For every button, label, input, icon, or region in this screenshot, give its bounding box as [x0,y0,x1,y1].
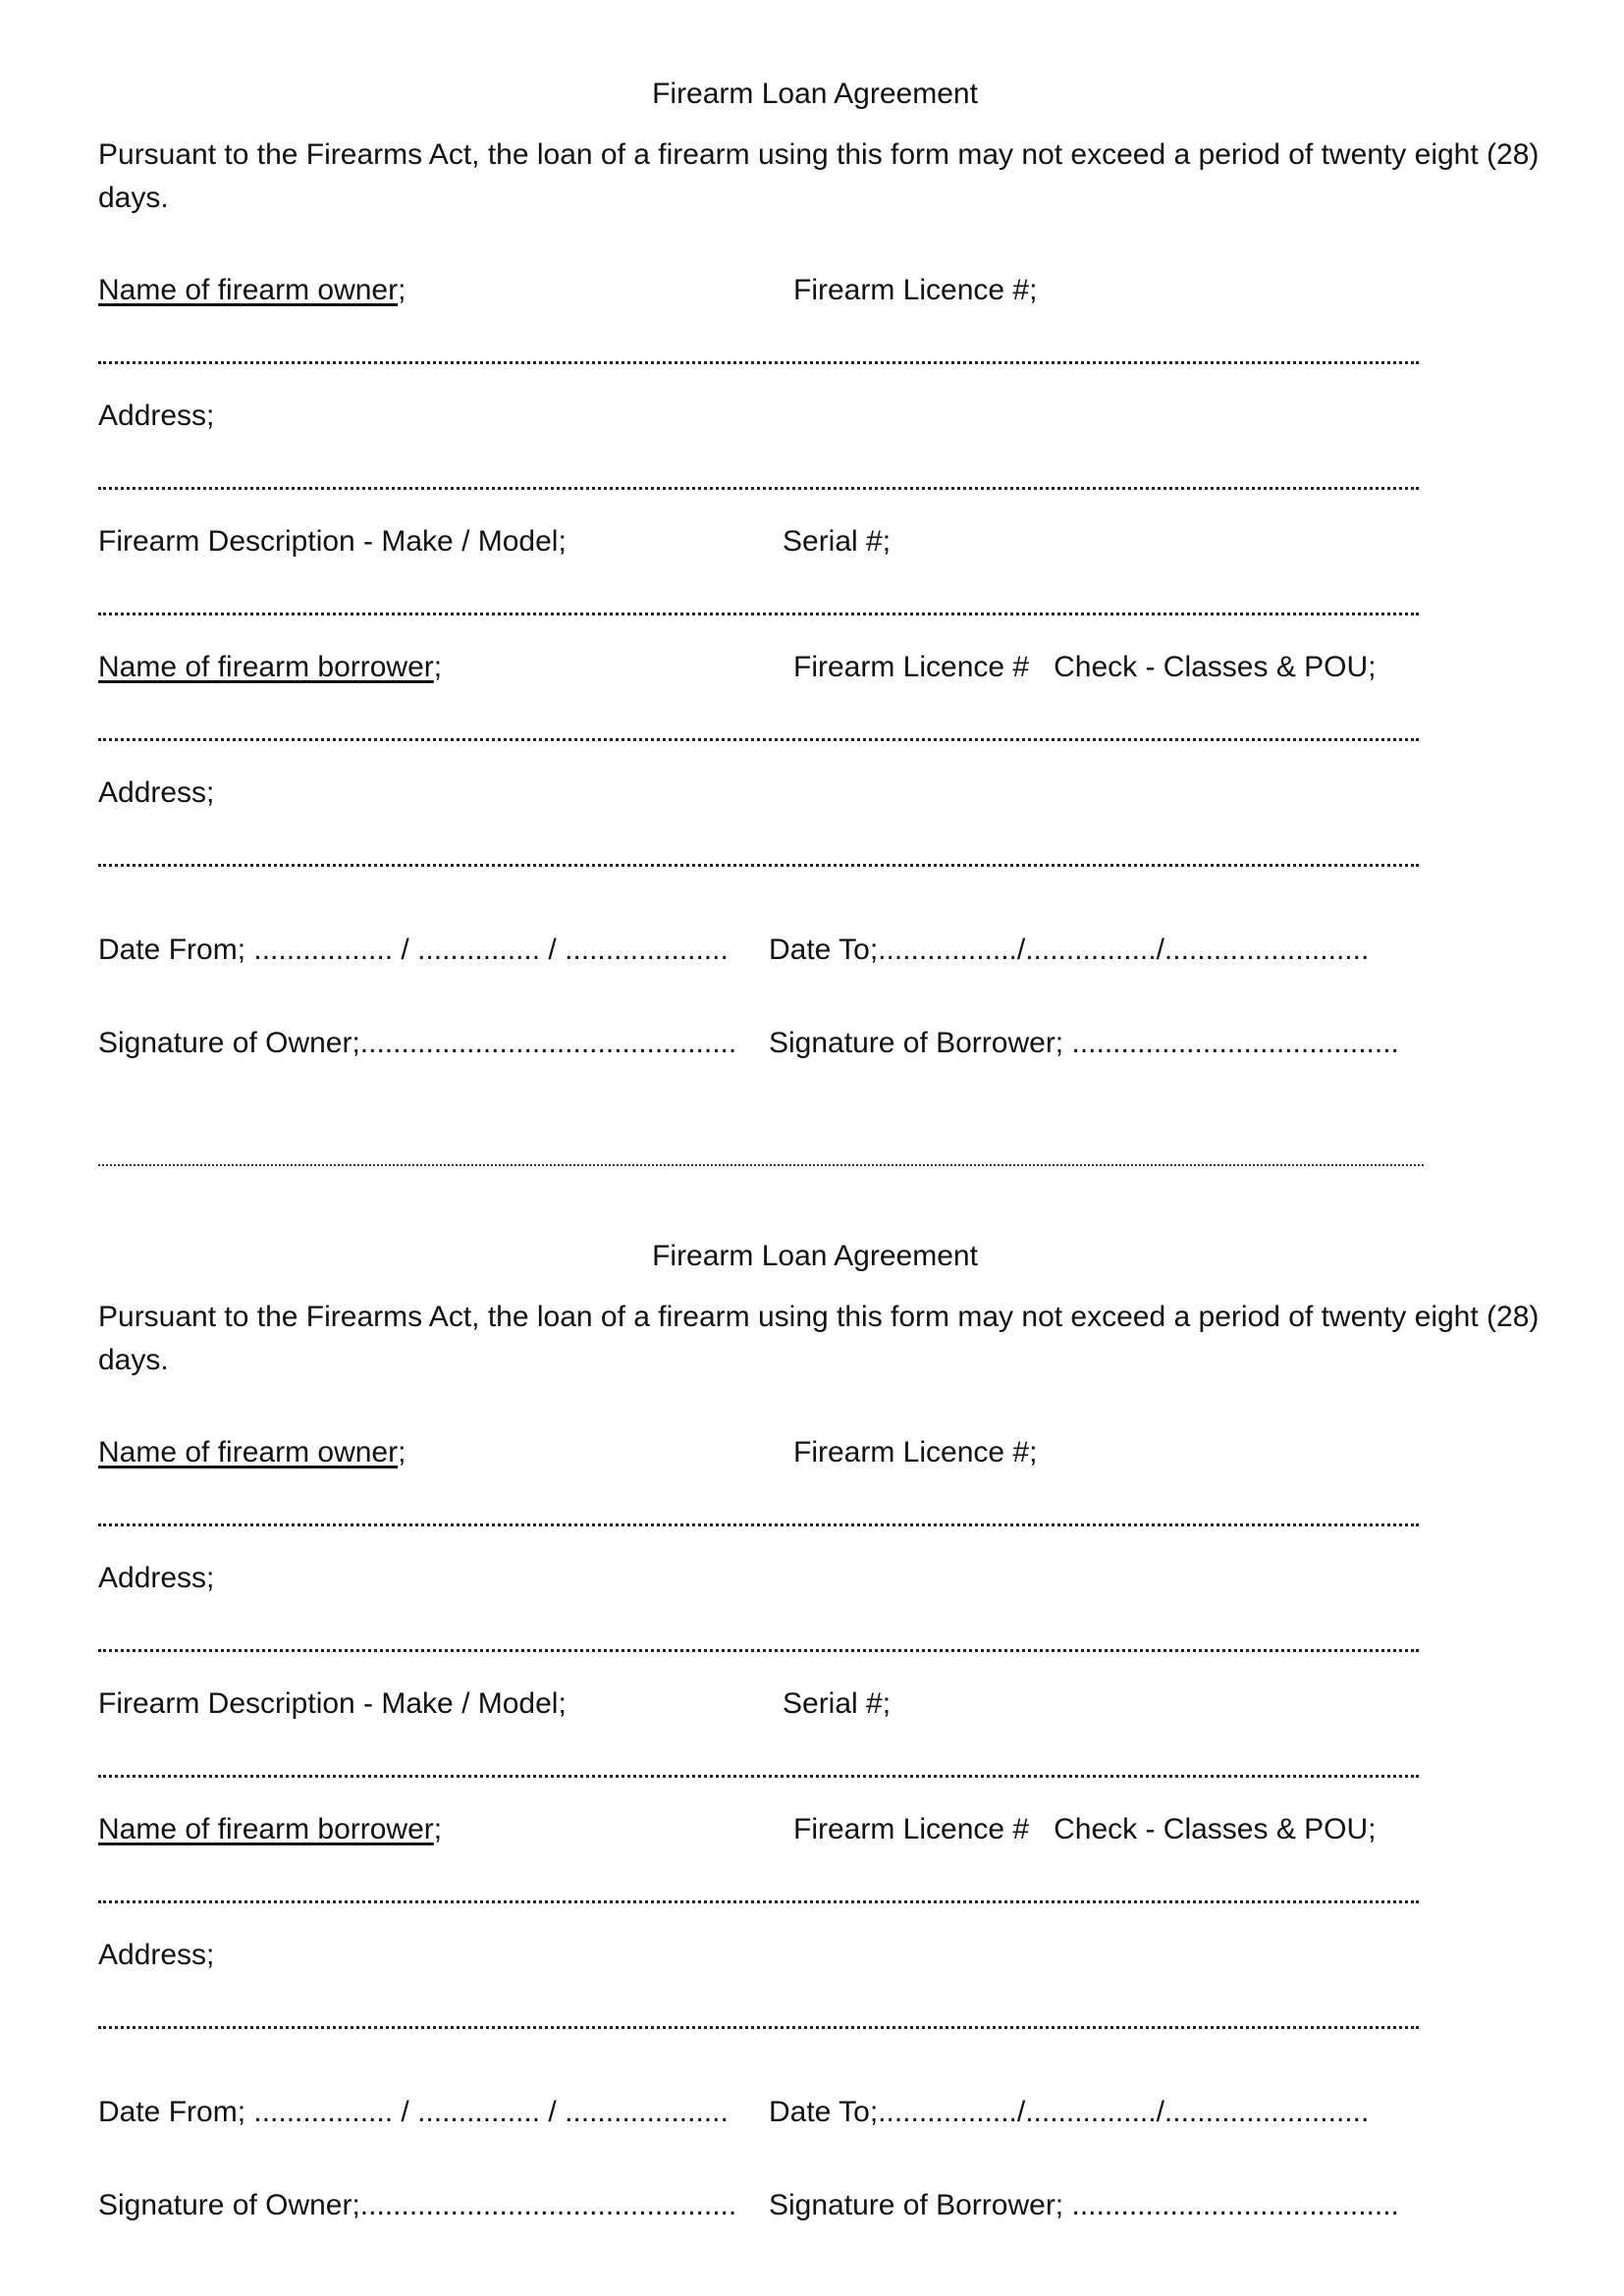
borrower-signature-field[interactable]: Signature of Borrower; ........................................ [769,1027,1399,1059]
owner-address-label: Address; [98,400,215,432]
firearm-description-label: Firearm Description - Make / Model; [98,1687,567,1720]
intro-text-line-2: days. [98,1344,169,1376]
owner-name-label [98,273,406,308]
borrower-name-label-suffix: ; [433,1813,443,1845]
owner-address-field[interactable] [98,1645,1419,1652]
date-to-field[interactable]: Date To;................./................/......................... [769,934,1370,966]
serial-number-label: Serial #; [783,525,892,558]
borrower-address-field[interactable] [98,860,1419,867]
owner-address-field[interactable] [98,483,1419,490]
borrower-name-label-text: Name of firearm borrower [98,651,434,683]
owner-signature-field[interactable]: Signature of Owner;.............................................. [98,1027,737,1059]
owner-signature-field[interactable]: Signature of Owner;.............................................. [98,2189,737,2221]
borrower-name-label-suffix: ; [433,651,443,683]
owner-name-label-suffix: ; [398,1436,406,1468]
owner-name-field[interactable] [98,1520,1419,1526]
owner-name-label-text: Name of firearm owner [98,1436,399,1468]
date-from-field[interactable]: Date From; ................. / ............... / .................... [98,934,729,966]
form-title: Firearm Loan Agreement [652,78,978,110]
borrower-address-label: Address; [98,1939,215,1971]
owner-name-label-suffix: ; [398,274,406,306]
borrower-name-label [98,1812,442,1847]
intro-text-line-1: Pursuant to the Firearms Act, the loan of a firearm using this form may not exceed a period of twenty eight (28) [98,1301,1540,1333]
borrower-address-field[interactable] [98,2022,1419,2029]
firearm-description-field[interactable] [98,1771,1419,1778]
serial-number-label: Serial #; [783,1687,892,1720]
firearm-description-field[interactable] [98,609,1419,615]
firearm-description-label: Firearm Description - Make / Model; [98,525,567,558]
owner-name-label [98,1435,406,1470]
date-from-field[interactable]: Date From; ................. / ............... / .................... [98,2096,729,2128]
owner-name-label-text: Name of firearm owner [98,274,399,306]
owner-name-field[interactable] [98,357,1419,364]
form-title: Firearm Loan Agreement [652,1240,978,1272]
owner-licence-label: Firearm Licence #; [793,1436,1038,1468]
borrower-signature-field[interactable]: Signature of Borrower; ........................................ [769,2189,1399,2221]
borrower-name-label [98,650,442,685]
date-to-field[interactable]: Date To;................./................/......................... [769,2096,1370,2128]
intro-text-line-2: days. [98,182,169,214]
borrower-name-field[interactable] [98,734,1419,741]
borrower-address-label: Address; [98,776,215,809]
owner-address-label: Address; [98,1562,215,1594]
borrower-name-label-text: Name of firearm borrower [98,1813,434,1845]
borrower-name-field[interactable] [98,1896,1419,1903]
owner-licence-label: Firearm Licence #; [793,274,1038,306]
borrower-licence-label: Firearm Licence # Check - Classes & POU; [793,651,1377,683]
intro-text-line-1: Pursuant to the Firearms Act, the loan of a firearm using this form may not exceed a period of twenty eight (28) [98,138,1540,171]
borrower-licence-label: Firearm Licence # Check - Classes & POU; [793,1813,1377,1845]
cut-line-divider [98,1164,1424,1166]
